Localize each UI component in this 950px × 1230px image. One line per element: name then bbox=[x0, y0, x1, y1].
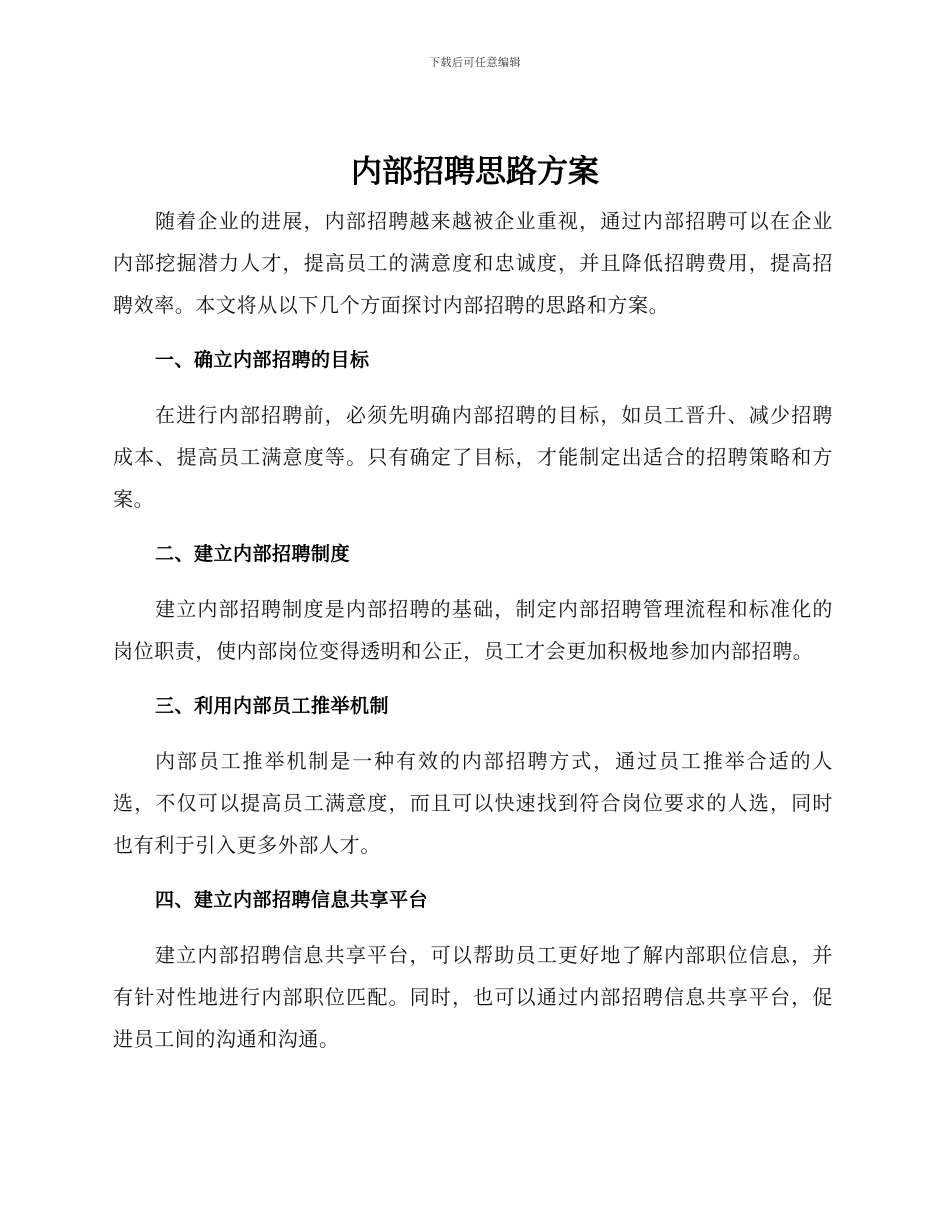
section-heading-platform: 四、建立内部招聘信息共享平台 bbox=[155, 889, 429, 911]
section-heading-system: 二、建立内部招聘制度 bbox=[155, 543, 351, 565]
document-title: 内部招聘思路方案 bbox=[351, 154, 599, 190]
section-heading-referral: 三、利用内部员工推举机制 bbox=[155, 695, 390, 717]
header-note: 下载后可任意编辑 bbox=[429, 56, 521, 69]
section-body-system: 建立内部招聘制度是内部招聘的基础，制定内部招聘管理流程和标准化的岗位职责，使内部岗位变得透明和公正，员工才会更加积极地参加内部招聘。 bbox=[113, 597, 833, 663]
section-body-platform: 建立内部招聘信息共享平台，可以帮助员工更好地了解内部职位信息，并有针对性地进行内部职位匹配。同时，也可以通过内部招聘信息共享平台，促进员工间的沟通和沟通。 bbox=[113, 943, 833, 1051]
document-body bbox=[113, 200, 833, 1060]
section-body-goals: 在进行内部招聘前，必须先明确内部招聘的目标，如员工晋升、减少招聘成本、提高员工满意度等。只有确定了目标，才能制定出适合的招聘策略和方案。 bbox=[113, 403, 833, 511]
section-heading-goals: 一、确立内部招聘的目标 bbox=[155, 349, 370, 371]
section-body-referral: 内部员工推举机制是一种有效的内部招聘方式，通过员工推举合适的人选，不仅可以提高员工满意度，而且可以快速找到符合岗位要求的人选，同时也有利于引入更多外部人才。 bbox=[113, 749, 833, 857]
intro-paragraph: 随着企业的进展，内部招聘越来越被企业重视，通过内部招聘可以在企业内部挖掘潜力人才，提高员工的满意度和忠诚度，并且降低招聘费用，提高招聘效率。本文将从以下几个方面探讨内部招聘的思路和方案。 bbox=[113, 209, 833, 317]
